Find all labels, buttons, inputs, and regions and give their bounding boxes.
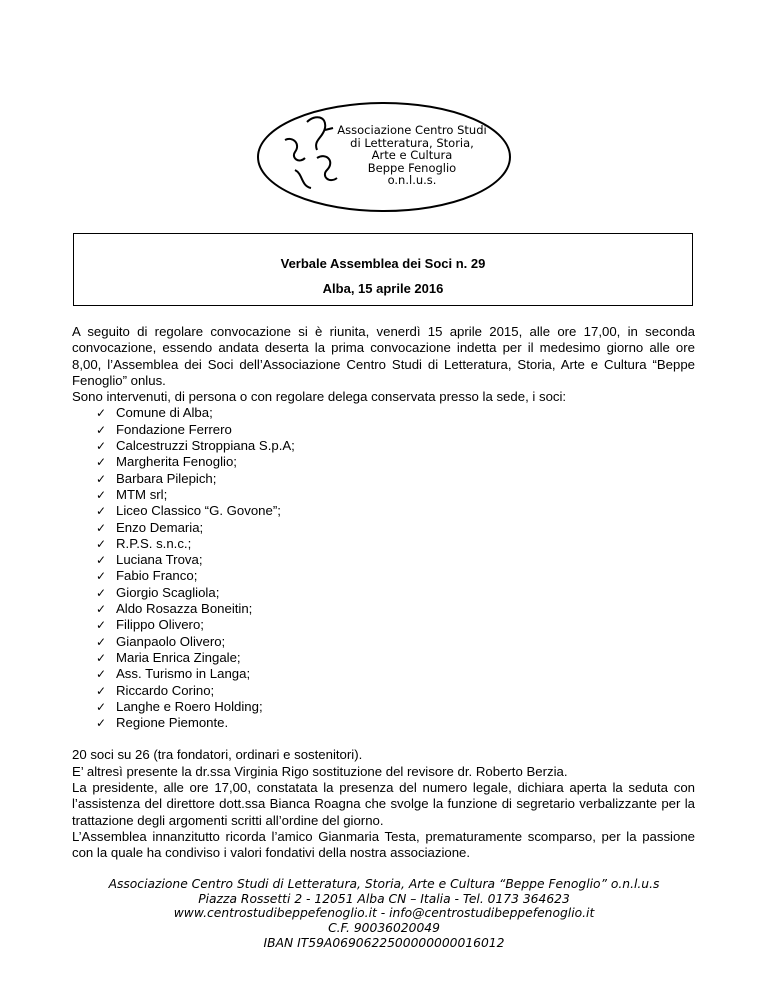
member-name: Giorgio Scagliola; [116, 584, 220, 600]
footer-web-email: www.centrostudibeppefenoglio.it - info@centrostudibeppefenoglio.it [173, 906, 595, 921]
remembrance-paragraph: L’Assemblea innanzitutto ricorda l’amico Gianmaria Testa, prematuramente scomparso, per la passione con la quale ha condiviso i valori fondativi della nostra associazione. [72, 828, 695, 861]
footer-address: Piazza Rossetti 2 - 12051 Alba CN – Italia - Tel. 0173 364623 [198, 891, 570, 906]
list-item [96, 552, 695, 568]
intro-paragraph: A seguito di regolare convocazione si è riunita, venerdì 15 aprile 2015, alle ore 17,00, in seconda convocazione, essendo andata deserta la prima convocazione indetta per il medesimo giorno alle ore 8,00, l’Assemblea dei Soci dell’Associazione Centro Studi di Letteratura, Storia, Arte e Cultura “Beppe Fenoglio” onlus. [72, 324, 695, 388]
checkmark-icon: ✓ [96, 602, 107, 617]
checkmark-icon: ✓ [96, 618, 107, 633]
checkmark-icon: ✓ [96, 439, 107, 454]
figure-stroke-icon [295, 170, 311, 188]
list-item [96, 585, 695, 601]
list-item [96, 520, 695, 536]
paragraph-gap [72, 731, 695, 747]
association-logo [255, 100, 513, 214]
checkmark-icon: ✓ [96, 520, 107, 535]
checkmark-icon: ✓ [96, 569, 107, 584]
document-title: Verbale Assemblea dei Soci n. 29 [280, 256, 486, 271]
opening-paragraph: La presidente, alle ore 17,00, constatata la presenza del numero legale, dichiara aperta la seduta con l’assistenza del direttore dott.ssa Bianca Roagna che svolge la funzione di segretario verbalizzante per la trattazione degli argomenti scritti all’ordine del giorno. [72, 780, 695, 828]
figure-stroke-icon [317, 156, 337, 180]
list-item [96, 471, 695, 487]
footer-iban: IBAN IT59A0690622500000000016012 [263, 935, 505, 950]
list-item [96, 405, 695, 421]
footer-association-name: Associazione Centro Studi di Letteratura, Storia, Arte e Cultura “Beppe Fenoglio” o.n.l.u.s [108, 877, 660, 891]
checkmark-icon: ✓ [96, 455, 107, 470]
document-body [72, 324, 695, 862]
member-name: Liceo Classico “G. Govone”; [116, 503, 281, 519]
member-name: Riccardo Corino; [116, 682, 215, 698]
figure-stroke-icon [325, 128, 333, 130]
letterhead-footer [0, 877, 768, 951]
list-item [96, 536, 695, 552]
member-name: Aldo Rosazza Boneitin; [116, 601, 253, 617]
member-name: R.P.S. s.n.c.; [116, 535, 192, 551]
member-list [72, 405, 695, 731]
footer-tax-code: C.F. 90036020049 [328, 921, 440, 936]
list-item [96, 487, 695, 503]
logo-line: di Letteratura, Storia, [350, 135, 474, 150]
member-name: Fondazione Ferrero [116, 421, 232, 437]
member-name: Gianpaolo Olivero; [116, 633, 226, 649]
list-item [96, 422, 695, 438]
list-item [96, 454, 695, 470]
checkmark-icon: ✓ [96, 585, 107, 600]
list-item [96, 699, 695, 715]
checkmark-icon: ✓ [96, 406, 107, 421]
list-item [96, 683, 695, 699]
list-item [96, 650, 695, 666]
attendance-count: 20 soci su 26 (tra fondatori, ordinari e sostenitori). [72, 747, 363, 763]
document-date: Alba, 15 aprile 2016 [322, 281, 444, 296]
figure-stroke-icon [285, 139, 305, 161]
member-name: Luciana Trova; [116, 552, 203, 568]
member-name: Maria Enrica Zingale; [116, 649, 241, 665]
member-name: Enzo Demaria; [116, 519, 204, 535]
checkmark-icon: ✓ [96, 536, 107, 551]
logo-line: Associazione Centro Studi [337, 123, 487, 137]
checkmark-icon: ✓ [96, 683, 107, 698]
member-name: Margherita Fenoglio; [116, 454, 237, 470]
list-item [96, 601, 695, 617]
member-name: Ass. Turismo in Langa; [116, 666, 251, 682]
list-item [96, 568, 695, 584]
checkmark-icon: ✓ [96, 650, 107, 665]
list-item [96, 666, 695, 682]
auditor-paragraph: E’ altresì presente la dr.ssa Virginia Rigo sostituzione del revisore dr. Roberto Berzia. [72, 763, 568, 779]
member-name: Calcestruzzi Stroppiana S.p.A; [116, 438, 295, 454]
checkmark-icon: ✓ [96, 553, 107, 568]
checkmark-icon: ✓ [96, 504, 107, 519]
list-item [96, 438, 695, 454]
list-item [96, 503, 695, 519]
member-name: MTM srl; [116, 486, 168, 502]
checkmark-icon: ✓ [96, 471, 107, 486]
list-item [96, 634, 695, 650]
checkmark-icon: ✓ [96, 667, 107, 682]
member-name: Regione Piemonte. [116, 715, 229, 731]
checkmark-icon: ✓ [96, 422, 107, 437]
member-name: Langhe e Roero Holding; [116, 698, 263, 714]
list-item [96, 617, 695, 633]
logo-line: Arte e Cultura [371, 148, 453, 162]
logo-line: o.n.l.u.s. [387, 173, 437, 187]
logo-text [337, 124, 487, 187]
figure-stroke-icon [307, 117, 325, 150]
document-title-box [73, 233, 693, 306]
member-name: Comune di Alba; [116, 405, 213, 421]
member-name: Barbara Pilepich; [116, 470, 217, 486]
member-name: Filippo Olivero; [116, 617, 204, 633]
attendance-intro: Sono intervenuti, di persona o con regolare delega conservata presso la sede, i soci: [72, 389, 567, 405]
checkmark-icon: ✓ [96, 634, 107, 649]
list-item [96, 715, 695, 731]
logo-line: Beppe Fenoglio [367, 160, 457, 175]
checkmark-icon: ✓ [96, 716, 107, 731]
checkmark-icon: ✓ [96, 699, 107, 714]
checkmark-icon: ✓ [96, 487, 107, 502]
member-name: Fabio Franco; [116, 568, 198, 584]
